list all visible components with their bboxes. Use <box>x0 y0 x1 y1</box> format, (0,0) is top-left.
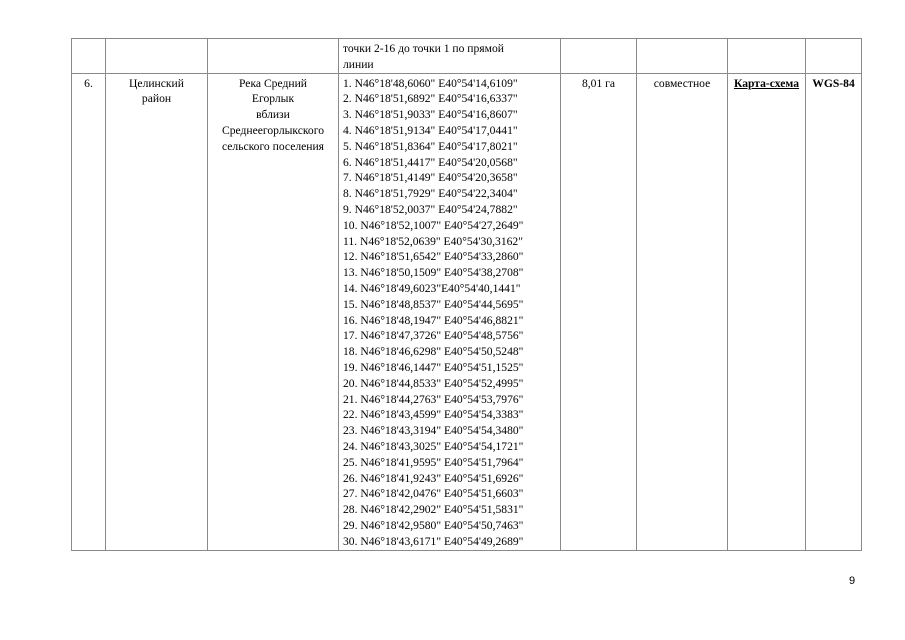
coordinate-line: 4. N46°18'51,9134" E40°54'17,0441" <box>343 123 518 137</box>
coordinate-line: 23. N46°18'43,3194" E40°54'54,3480" <box>343 424 524 438</box>
coordinate-line: 2. N46°18'51,6892" E40°54'16,6337" <box>343 92 518 106</box>
continuation-text-line: линии <box>343 57 374 71</box>
location-line: Егорлык <box>251 92 295 106</box>
coordinate-line: 5. N46°18'51,8364" E40°54'17,8021" <box>343 139 518 153</box>
district-name: Целинский <box>129 76 184 90</box>
location-cell <box>208 73 339 550</box>
coordinate-line: 1. N46°18'48,6060" E40°54'14,6109" <box>343 76 518 90</box>
page-number: 9 <box>849 575 856 587</box>
coordinate-line: 25. N46°18'41,9595" E40°54'51,7964" <box>343 455 524 469</box>
usage-type: совместное <box>653 76 711 90</box>
continuation-description-cell <box>339 39 561 74</box>
coordinate-line: 27. N46°18'42,0476" E40°54'51,6603" <box>343 487 524 501</box>
map-link-cell <box>728 73 806 550</box>
coordinate-system: WGS-84 <box>812 76 855 90</box>
location-line: сельского поселения <box>221 139 325 153</box>
coordinate-system-cell <box>806 73 862 550</box>
coordinate-line: 6. N46°18'51,4417" E40°54'20,0568" <box>343 155 518 169</box>
coordinate-line: 19. N46°18'46,1447" E40°54'51,1525" <box>343 360 524 374</box>
coordinate-line: 29. N46°18'42,9580" E40°54'50,7463" <box>343 518 524 532</box>
cell-empty <box>106 39 208 74</box>
location-line: вблизи <box>256 108 290 122</box>
coordinate-line: 11. N46°18'52,0639" E40°54'30,3162" <box>343 234 523 248</box>
coordinates-list <box>339 74 560 550</box>
coordinate-line: 22. N46°18'43,4599" E40°54'54,3383" <box>343 408 524 422</box>
coordinate-line: 7. N46°18'51,4149" E40°54'20,3658" <box>343 171 518 185</box>
coordinate-line: 10. N46°18'52,1007" E40°54'27,2649" <box>343 218 524 232</box>
coordinate-line: 15. N46°18'48,8537" E40°54'44,5695" <box>343 297 524 311</box>
row-number: 6. <box>84 76 93 90</box>
row-number-cell <box>72 73 106 550</box>
location-line: Река Средний <box>239 76 307 90</box>
cell-empty <box>637 39 728 74</box>
cell-empty <box>806 39 862 74</box>
continuation-text-line: точки 2-16 до точки 1 по прямой <box>343 42 504 55</box>
coordinate-line: 30. N46°18'43,6171" E40°54'49,2689" <box>343 534 524 548</box>
cell-empty <box>561 39 637 74</box>
coordinates-cell <box>339 73 561 550</box>
district-name: район <box>141 92 172 106</box>
cell-empty <box>72 39 106 74</box>
usage-type-cell <box>637 73 728 550</box>
district-cell <box>106 73 208 550</box>
cell-empty <box>728 39 806 74</box>
coordinate-line: 21. N46°18'44,2763" E40°54'53,7976" <box>343 392 524 406</box>
coordinate-line: 17. N46°18'47,3726" E40°54'48,5756" <box>343 329 524 343</box>
table-row <box>72 73 862 550</box>
coordinate-line: 20. N46°18'44,8533" E40°54'52,4995" <box>343 376 524 390</box>
coordinate-line: 16. N46°18'48,1947" E40°54'46,8821" <box>343 313 524 327</box>
table-row-continuation <box>72 39 862 74</box>
cell-empty <box>208 39 339 74</box>
coordinate-line: 26. N46°18'41,9243" E40°54'51,6926" <box>343 471 524 485</box>
registry-table <box>71 38 862 551</box>
coordinate-line: 13. N46°18'50,1509" E40°54'38,2708" <box>343 266 524 280</box>
coordinate-line: 14. N46°18'49,6023"E40°54'40,1441" <box>343 281 521 295</box>
coordinate-line: 3. N46°18'51,9033" E40°54'16,8607" <box>343 108 518 122</box>
coordinate-line: 24. N46°18'43,3025" E40°54'54,1721" <box>343 439 524 453</box>
coordinate-line: 12. N46°18'51,6542" E40°54'33,2860" <box>343 250 524 264</box>
area-cell <box>561 73 637 550</box>
area-value: 8,01 га <box>581 76 616 90</box>
coordinate-line: 8. N46°18'51,7929" E40°54'22,3404" <box>343 187 518 201</box>
coordinate-line: 18. N46°18'46,6298" E40°54'50,5248" <box>343 345 524 359</box>
location-line: Среднеегорлыкского <box>222 123 324 137</box>
coordinate-line: 28. N46°18'42,2902" E40°54'51,5831" <box>343 503 524 517</box>
coordinate-line: 9. N46°18'52,0037" E40°54'24,7882" <box>343 202 518 216</box>
map-scheme-link[interactable]: Карта-схема <box>733 76 800 90</box>
